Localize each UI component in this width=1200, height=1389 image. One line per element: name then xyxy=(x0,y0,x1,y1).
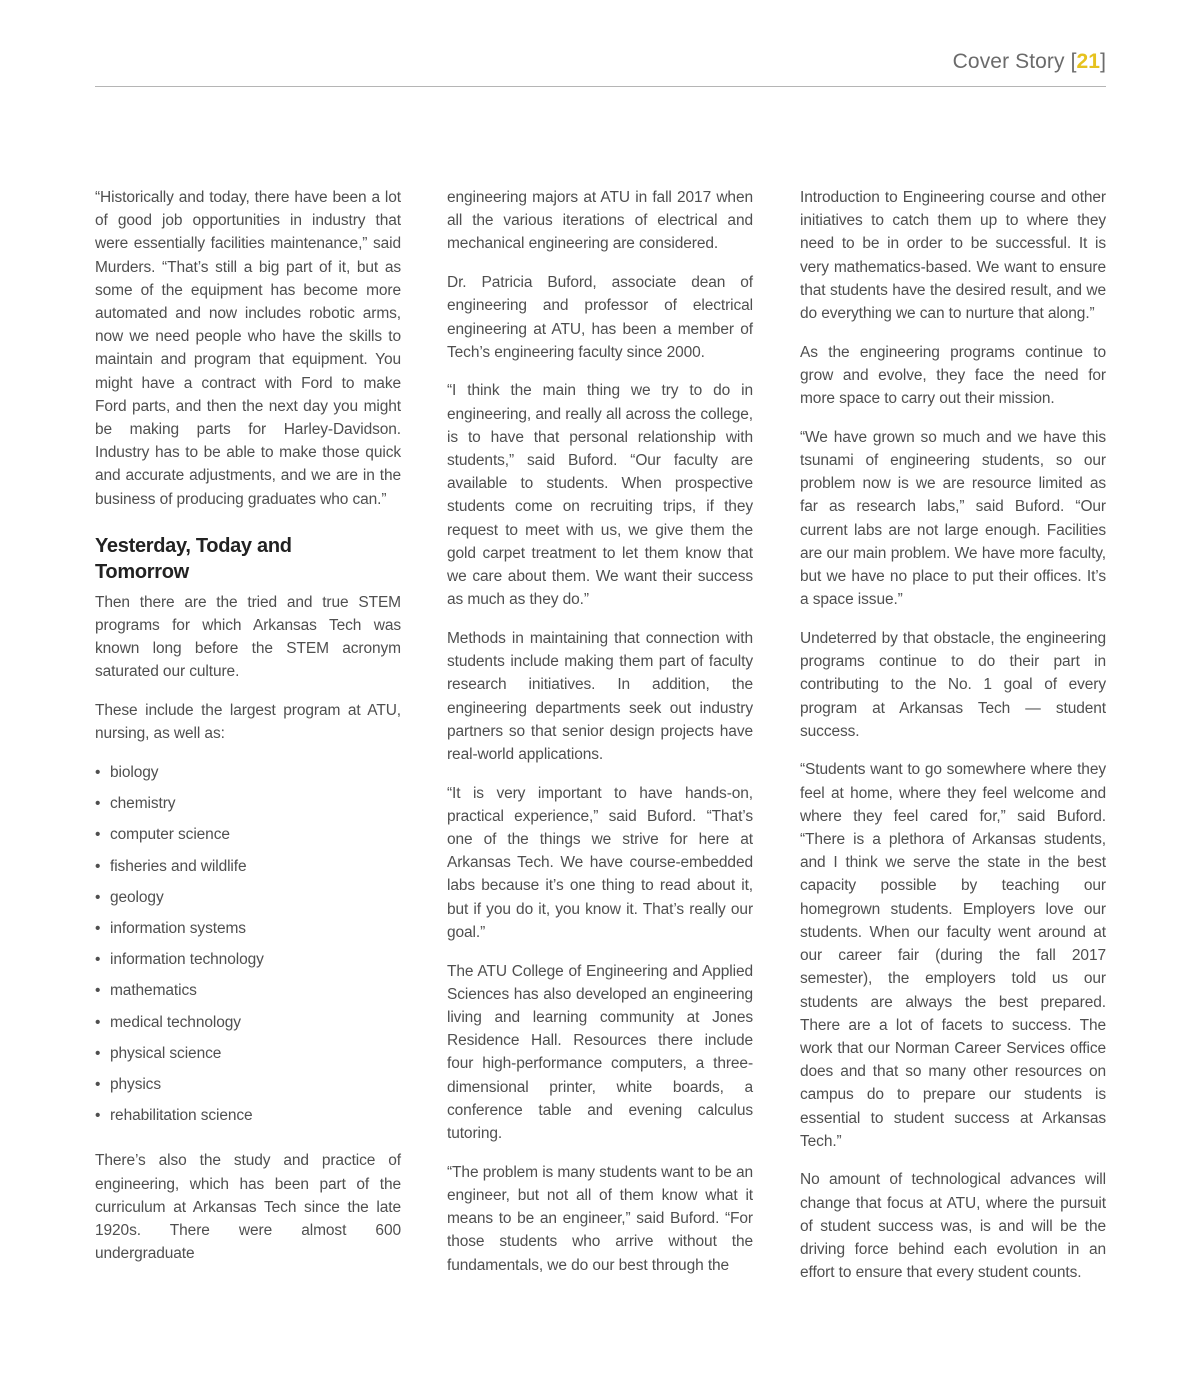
list-item: • computer science xyxy=(95,823,401,854)
list-item: • geology xyxy=(95,886,401,917)
bracket-open: [ xyxy=(1070,50,1077,73)
list-item: • information systems xyxy=(95,917,401,948)
section-title: Cover Story xyxy=(952,50,1065,73)
list-item: • mathematics xyxy=(95,979,401,1010)
list-item: • physical science xyxy=(95,1042,401,1073)
article-column-3 xyxy=(800,186,1106,1300)
article-column-1 xyxy=(95,186,401,1281)
paragraph: There’s also the study and practice of engineering, which has been part of the curriculum at Arkansas Tech since the late 1920s. There were almost 600 undergraduate xyxy=(95,1152,401,1263)
list-item: • biology xyxy=(95,761,401,792)
paragraph: engineering majors at ATU in fall 2017 when all the various iterations of electrical and mechanical engineering are considered. xyxy=(447,189,753,253)
paragraph: Methods in maintaining that connection with students include making them part of faculty research initiatives. In addition, the engineering departments seek out industry partners so that senior design projects have real-world applications. xyxy=(447,629,753,763)
paragraph: No amount of technological advances will change that focus at ATU, where the pursuit of student success was, is and will be the driving force behind each evolution in an effort to ensure that every student counts. xyxy=(800,1171,1106,1282)
paragraph: As the engineering programs continue to grow and evolve, they face the need for more space to carry out their mission. xyxy=(800,343,1106,408)
paragraph: “Historically and today, there have been a lot of good job opportunities in industry that were essentially facilities maintenance,” said Murders. “That’s still a big part of it, but as some of the equipment has become more automated and now includes robotic arms, now we need people who have the skills to maintain and program that equipment. You might have a contract with Ford to make Ford parts, and then the next day you might be making parts for Harley-Davidson. Industry has to be able to make those quick and accurate adjustments, and we are in the business of producing graduates who can.” xyxy=(95,189,401,508)
paragraph: “We have grown so much and we have this tsunami of engineering students, so our problem now is we are resource limited as far as research labs,” said Buford. “Our current labs are not large enough. Facilities are our main problem. We have more faculty, but we have no place to put their offices. It’s a space issue.” xyxy=(800,428,1106,609)
list-item: • rehabilitation science xyxy=(95,1104,401,1135)
paragraph: Dr. Patricia Buford, associate dean of engineering and professor of electrical engineering at ATU, has been a member of Tech’s engineering faculty since 2000. xyxy=(447,274,753,361)
paragraph: “Students want to go somewhere where they feel at home, where they feel welcome and where they feel cared for,” said Buford. “There is a plethora of Arkansas students, and I think we serve the state in the best capacity possible by teaching our homegrown students. Employers love our students. When our faculty went around at our career fair (during the fall 2017 semester), the employers told us our students are always the best prepared. There are a lot of facets to success. The work that our Norman Career Services office does and that so many other resources on campus do to prepare our students is essential to student success at Arkansas Tech.” xyxy=(800,761,1106,1150)
section-heading: Yesterday, Today and Tomorrow xyxy=(95,534,292,583)
bracket-close: ] xyxy=(1100,50,1106,73)
article-column-2 xyxy=(447,186,753,1292)
list-item: • information technology xyxy=(95,948,401,979)
paragraph: Introduction to Engineering course and other initiatives to catch them up to where they need to be in order to be successful. It is very mathematics-based. We want to ensure that students have the desired result, and we do everything we can to nurture that along.” xyxy=(800,189,1106,323)
page-header xyxy=(95,46,1106,87)
paragraph: “It is very important to have hands-on, practical experience,” said Buford. “That’s one of the things we strive for here at Arkansas Tech. We have course-embedded labs because it’s one thing to read about it, but if you do it, you know it. That’s really our goal.” xyxy=(447,784,753,941)
list-item: • fisheries and wildlife xyxy=(95,855,401,886)
paragraph: “I think the main thing we try to do in engineering, and really all across the college, is to have that personal relationship with students,” said Buford. “Our faculty are available to students. When prospective students come on recruiting trips, if they request to meet with us, we give them the gold carpet treatment to let them know that we care about them. We want their success as much as they do.” xyxy=(447,382,753,609)
paragraph: The ATU College of Engineering and Applied Sciences has also developed an engineering living and learning community at Jones Residence Hall. Resources there include four high-performance computers, a three-dimensional printer, white boards, a conference table and evening calculus tutoring. xyxy=(447,962,753,1143)
page-number: 21 xyxy=(1076,50,1101,73)
paragraph: Then there are the tried and true STEM programs for which Arkansas Tech was known long before the STEM acronym saturated our culture. xyxy=(95,593,401,681)
paragraph: These include the largest program at ATU, nursing, as well as: xyxy=(95,702,401,743)
running-header xyxy=(953,50,1106,74)
program-list xyxy=(95,761,401,1135)
paragraph: “The problem is many students want to be an engineer, but not all of them know what it means to be an engineer,” said Buford. “For those students who arrive without the fundamentals, we do our best through the xyxy=(447,1163,753,1274)
list-item: • chemistry xyxy=(95,792,401,823)
list-item: • physics xyxy=(95,1073,401,1104)
list-item: • medical technology xyxy=(95,1011,401,1042)
paragraph: Undeterred by that obstacle, the engineering programs continue to do their part in contributing to the No. 1 goal of every program at Arkansas Tech — student success. xyxy=(800,629,1106,740)
